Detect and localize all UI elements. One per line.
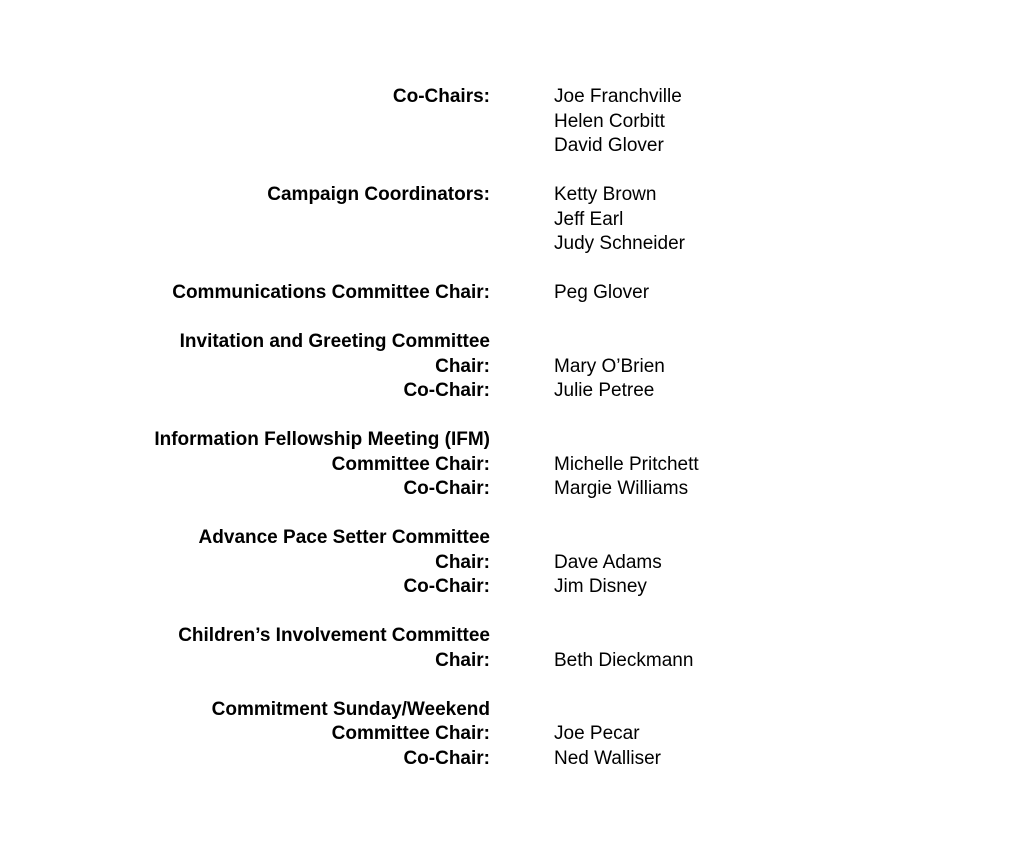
role-label: Committee Chair: bbox=[331, 453, 490, 475]
roster-section bbox=[0, 281, 1024, 306]
roster-row bbox=[0, 698, 1024, 723]
roster-section bbox=[0, 85, 1024, 159]
person-name: Dave Adams bbox=[554, 551, 662, 573]
roster-row bbox=[0, 747, 1024, 772]
roster-row bbox=[0, 526, 1024, 551]
person-name: Jim Disney bbox=[554, 576, 647, 597]
roster-row bbox=[0, 208, 1024, 233]
roster-row bbox=[0, 281, 1024, 306]
section-spacer bbox=[0, 404, 1024, 429]
role-label: Advance Pace Setter Committee bbox=[198, 527, 490, 548]
section-spacer bbox=[0, 306, 1024, 331]
roster-row bbox=[0, 110, 1024, 135]
roster-section bbox=[0, 428, 1024, 502]
role-label: Chair: bbox=[435, 649, 490, 671]
roster-row bbox=[0, 183, 1024, 208]
roster-row bbox=[0, 477, 1024, 502]
role-label: Committee Chair: bbox=[331, 723, 490, 744]
person-name: Joe Franchville bbox=[554, 86, 682, 107]
roster-section bbox=[0, 330, 1024, 404]
committee-roster bbox=[0, 85, 1024, 771]
role-label: Invitation and Greeting Committee bbox=[179, 331, 490, 352]
roster-row bbox=[0, 428, 1024, 453]
roster-row bbox=[0, 134, 1024, 159]
person-name: Beth Dieckmann bbox=[554, 649, 694, 671]
person-name: Ned Walliser bbox=[554, 747, 661, 769]
role-label: Campaign Coordinators: bbox=[267, 184, 490, 205]
role-label: Communications Committee Chair: bbox=[172, 282, 490, 303]
person-name: Ketty Brown bbox=[554, 184, 657, 205]
section-spacer bbox=[0, 600, 1024, 625]
role-label: Co-Chair: bbox=[403, 576, 490, 597]
role-label: Children’s Involvement Committee bbox=[178, 625, 490, 646]
roster-row bbox=[0, 551, 1024, 576]
role-label: Co-Chair: bbox=[403, 747, 490, 769]
person-name: Judy Schneider bbox=[554, 233, 685, 254]
role-label: Information Fellowship Meeting (IFM) bbox=[154, 429, 490, 450]
roster-row bbox=[0, 379, 1024, 404]
role-label: Co-Chair: bbox=[403, 380, 490, 401]
person-name: Jeff Earl bbox=[554, 208, 624, 230]
roster-row bbox=[0, 85, 1024, 110]
person-name: Mary O’Brien bbox=[554, 355, 665, 377]
role-label: Commitment Sunday/Weekend bbox=[211, 698, 490, 720]
section-spacer bbox=[0, 502, 1024, 527]
roster-section bbox=[0, 526, 1024, 600]
role-label: Chair: bbox=[435, 355, 490, 377]
person-name: Peg Glover bbox=[554, 282, 650, 303]
person-name: Helen Corbitt bbox=[554, 110, 665, 132]
roster-row bbox=[0, 330, 1024, 355]
roster-row bbox=[0, 232, 1024, 257]
roster-section bbox=[0, 624, 1024, 673]
roster-row bbox=[0, 453, 1024, 478]
section-spacer bbox=[0, 257, 1024, 282]
roster-row bbox=[0, 355, 1024, 380]
section-spacer bbox=[0, 673, 1024, 698]
role-label: Co-Chairs: bbox=[392, 86, 490, 107]
role-label: Chair: bbox=[435, 551, 490, 573]
person-name: David Glover bbox=[554, 135, 664, 156]
section-spacer bbox=[0, 159, 1024, 184]
roster-row bbox=[0, 575, 1024, 600]
roster-row bbox=[0, 649, 1024, 674]
role-label: Co-Chair: bbox=[403, 478, 490, 499]
person-name: Margie Williams bbox=[554, 478, 689, 499]
person-name: Julie Petree bbox=[554, 380, 655, 401]
roster-section bbox=[0, 698, 1024, 772]
roster-row bbox=[0, 722, 1024, 747]
person-name: Joe Pecar bbox=[554, 723, 640, 744]
person-name: Michelle Pritchett bbox=[554, 453, 699, 475]
roster-section bbox=[0, 183, 1024, 257]
roster-row bbox=[0, 624, 1024, 649]
